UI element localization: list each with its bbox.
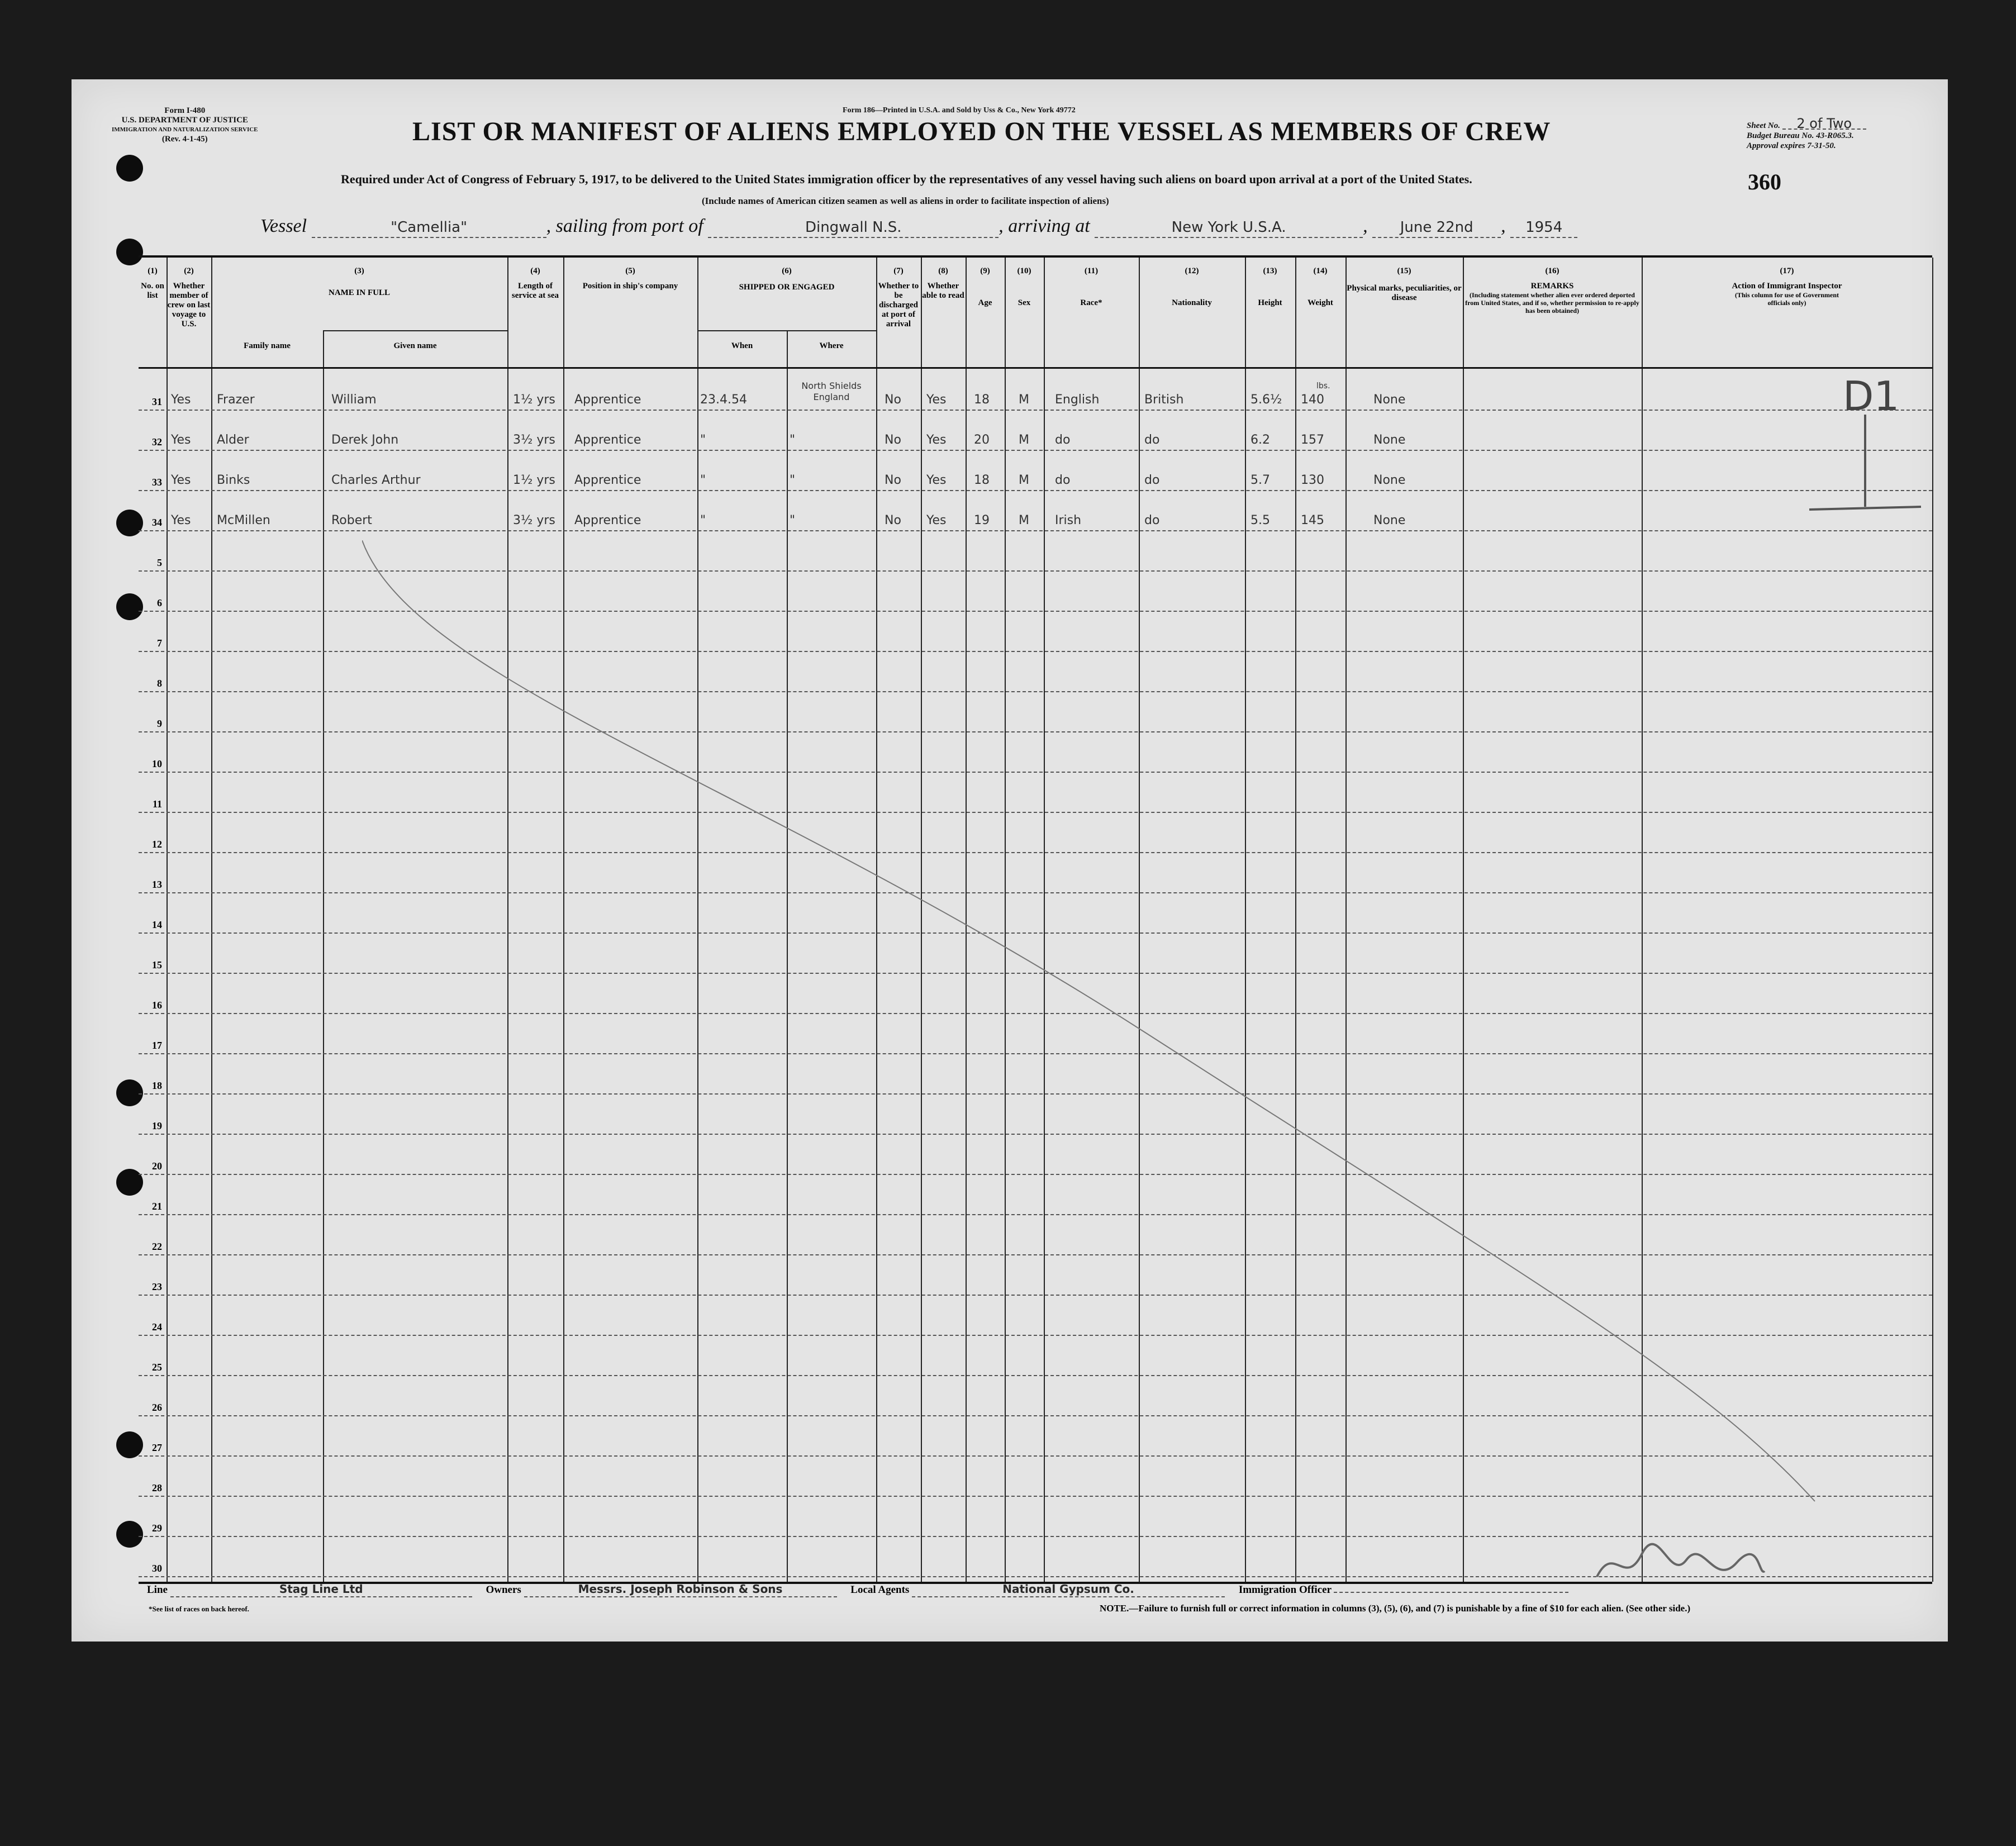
row-number: 32 (152, 436, 162, 448)
position-cell: Apprentice (574, 393, 641, 407)
prev-voyage-cell: Yes (171, 393, 191, 407)
race-cell: do (1055, 473, 1071, 487)
prev-voyage-cell: Yes (171, 473, 191, 487)
row-number: 15 (152, 959, 162, 970)
owners-value: Messrs. Joseph Robinson & Sons (578, 1582, 783, 1596)
given-name-cell: Charles Arthur (331, 473, 421, 487)
shipped-where-cell: " (790, 473, 796, 487)
punch-hole (116, 155, 143, 182)
row-line (139, 450, 1932, 451)
row-number: 31 (152, 396, 162, 407)
col-read-header: (8) Whether able to read (922, 267, 964, 300)
family-name-cell: McMillen (217, 513, 270, 527)
shipped-where-cell: North Shields England (801, 380, 862, 402)
shipped-where-cell: " (790, 513, 796, 527)
col-physical-marks-header: (15) Physical marks, peculiarities, or disease (1347, 267, 1462, 302)
page-title: LIST OR MANIFEST OF ALIENS EMPLOYED ON THE VESSEL AS MEMBERS OF CREW (412, 117, 1551, 146)
race-cell: English (1055, 393, 1100, 407)
col-remarks-header: (16) REMARKS (Including statement whether alien ever ordered deported from United States, and if so, whether permission to re-apply has been obtained) (1465, 267, 1639, 315)
row-number: 22 (152, 1241, 162, 1252)
voyage-line: Vessel "Camellia" , sailing from port of Dingwall N.S. , arriving at New York U.S.A. , June 22nd , 1954 (260, 216, 1577, 238)
sheet-label: Sheet No. (1747, 121, 1780, 130)
arrival-date: June 22nd (1400, 219, 1473, 236)
nationality-cell: British (1144, 393, 1184, 407)
sex-cell: M (1019, 393, 1029, 407)
row-number: 14 (152, 919, 162, 930)
discharged-cell: No (885, 513, 901, 527)
row-number: 30 (152, 1563, 162, 1574)
given-name-cell: Derek John (331, 433, 399, 447)
agents-label: Local Agents (850, 1584, 910, 1596)
stamp-number: 360 (1748, 169, 1781, 194)
shipped-where-cell: " (790, 433, 796, 447)
col-nationality-header: (12) Nationality (1172, 267, 1212, 307)
row-number: 13 (152, 879, 162, 890)
service-cell: 1½ yrs (513, 473, 555, 487)
col-discharged-header: (7) Whether to be discharged at port of arrival (878, 267, 919, 329)
col-weight-header: (14) Weight (1307, 267, 1333, 307)
row-number: 10 (152, 758, 162, 769)
weight-unit: lbs. (1316, 382, 1330, 391)
arriving-label: , arriving at (999, 216, 1090, 236)
physical-marks-cell: None (1373, 433, 1406, 447)
weight-cell: 130 (1301, 473, 1324, 487)
shipped-when-cell: " (700, 433, 706, 447)
row-number: 24 (152, 1321, 162, 1333)
row-number: 28 (152, 1482, 162, 1493)
service-name: IMMIGRATION AND NATURALIZATION SERVICE (112, 126, 258, 133)
physical-marks-cell: None (1373, 393, 1406, 407)
row-number: 12 (152, 839, 162, 850)
discharged-cell: No (885, 393, 901, 407)
discharged-cell: No (885, 473, 901, 487)
col-age-header: (9) Age (978, 267, 992, 307)
position-cell: Apprentice (574, 473, 641, 487)
col-where-header: Where (819, 341, 844, 350)
sailing-port: Dingwall N.S. (805, 219, 902, 236)
race-cell: Irish (1055, 513, 1082, 527)
service-cell: 3½ yrs (513, 433, 555, 447)
col-given-name-header: Given name (393, 341, 437, 350)
position-cell: Apprentice (574, 513, 641, 527)
row-number: 20 (152, 1160, 162, 1172)
arrival-port: New York U.S.A. (1171, 219, 1286, 236)
line-value: Stag Line Ltd (279, 1582, 363, 1596)
family-name-cell: Alder (217, 433, 249, 447)
row-number: 9 (157, 718, 162, 729)
col-family-name-header: Family name (244, 341, 291, 350)
row-number: 34 (152, 517, 162, 528)
inspector-bracket-icon (1804, 409, 1927, 521)
row-number: 18 (152, 1080, 162, 1091)
given-name-cell: William (331, 393, 377, 407)
row-number: 11 (152, 798, 162, 810)
can-read-cell: Yes (926, 473, 947, 487)
weight-cell: 157 (1301, 433, 1324, 447)
col-height-header: (13) Height (1258, 267, 1282, 307)
nationality-cell: do (1144, 433, 1160, 447)
row-number: 33 (152, 477, 162, 488)
height-cell: 5.6½ (1251, 393, 1282, 407)
line-label: Line (147, 1584, 168, 1596)
sex-cell: M (1019, 433, 1029, 447)
include-note: (Include names of American citizen seamen as well as aliens in order to facilitate inspection of aliens) (702, 196, 1109, 206)
col-sex-header: (10) Sex (1017, 267, 1031, 307)
officer-label: Immigration Officer (1238, 1584, 1332, 1596)
col-race-header: (11) Race* (1080, 267, 1102, 307)
sheet-value: 2 of Two (1782, 118, 1866, 130)
height-cell: 5.5 (1251, 513, 1270, 527)
physical-marks-cell: None (1373, 513, 1406, 527)
family-name-cell: Frazer (217, 393, 255, 407)
service-cell: 1½ yrs (513, 393, 555, 407)
form-number: Form I-480 (164, 106, 206, 115)
row-line (139, 490, 1932, 491)
diagonal-pencil-line (362, 540, 1927, 1591)
shipped-when-cell: " (700, 473, 706, 487)
col-inspector-header: (17) Action of Immigrant Inspector (This column for use of Government officials only) (1732, 267, 1842, 307)
age-cell: 20 (974, 433, 990, 447)
sex-cell: M (1019, 473, 1029, 487)
weight-cell: 145 (1301, 513, 1324, 527)
approval-expiry: Approval expires 7-31-50. (1747, 141, 1836, 150)
can-read-cell: Yes (926, 393, 947, 407)
col-name-header: (3) NAME IN FULL (328, 267, 390, 297)
col-prev-voyage-header: (2) Whether member of crew on last voyage to U.S. (167, 267, 211, 329)
manifest-sheet (72, 79, 1948, 1642)
inspector-mark: D1 (1843, 373, 1900, 420)
row-number: 16 (152, 1000, 162, 1011)
col-position-header: (5) Position in ship's company (582, 267, 678, 291)
row-number: 26 (152, 1402, 162, 1413)
row-number: 29 (152, 1523, 162, 1534)
position-cell: Apprentice (574, 433, 641, 447)
row-number: 7 (157, 637, 162, 649)
row-number: 8 (157, 678, 162, 689)
row-number: 27 (152, 1442, 162, 1453)
physical-marks-cell: None (1373, 473, 1406, 487)
sex-cell: M (1019, 513, 1029, 527)
age-cell: 18 (974, 473, 990, 487)
sailing-label: , sailing from port of (546, 216, 703, 236)
arrival-year: 1954 (1525, 219, 1563, 236)
budget-bureau: Budget Bureau No. 43-R065.3. (1747, 131, 1854, 140)
row-line (139, 410, 1932, 411)
agents-value: National Gypsum Co. (1002, 1582, 1134, 1596)
prev-voyage-cell: Yes (171, 513, 191, 527)
race-cell: do (1055, 433, 1071, 447)
weight-cell: 140 (1301, 393, 1324, 407)
sheet-info (1747, 118, 1866, 151)
vessel-name: "Camellia" (391, 219, 468, 236)
row-line (139, 530, 1932, 531)
height-cell: 5.7 (1251, 473, 1270, 487)
revision: (Rev. 4-1-45) (161, 135, 208, 144)
service-cell: 3½ yrs (513, 513, 555, 527)
family-name-cell: Binks (217, 473, 250, 487)
can-read-cell: Yes (926, 513, 947, 527)
nationality-cell: do (1144, 473, 1160, 487)
department-name: U.S. DEPARTMENT OF JUSTICE (121, 116, 248, 125)
shipped-when-cell: 23.4.54 (700, 393, 747, 407)
row-number: 17 (152, 1040, 162, 1051)
row-number: 6 (157, 597, 162, 608)
can-read-cell: Yes (926, 433, 947, 447)
row-number: 25 (152, 1362, 162, 1373)
requirement-text: Required under Act of Congress of February 5, 1917, to be delivered to the United States immigration officer by the representatives of any vessel having such aliens on board upon arrival at a port of the United States. (341, 172, 1472, 186)
footer (147, 1582, 1935, 1597)
col-when-header: When (731, 341, 753, 350)
race-note: *See list of races on back hereof. (149, 1605, 249, 1613)
prev-voyage-cell: Yes (171, 433, 191, 447)
form-identifier (112, 106, 258, 144)
given-name-cell: Robert (331, 513, 372, 527)
row-number: 5 (157, 557, 162, 568)
col-shipped-header: (6) SHIPPED OR ENGAGED (739, 267, 835, 292)
row-number: 21 (152, 1201, 162, 1212)
row-number: 19 (152, 1120, 162, 1131)
col-service-header: (4) Length of service at sea (511, 267, 559, 300)
vessel-label: Vessel (260, 216, 307, 236)
shipped-when-cell: " (700, 513, 706, 527)
age-cell: 19 (974, 513, 990, 527)
age-cell: 18 (974, 393, 990, 407)
nationality-cell: do (1144, 513, 1160, 527)
discharged-cell: No (885, 433, 901, 447)
height-cell: 6.2 (1251, 433, 1270, 447)
printer-note: Form 186—Printed in U.S.A. and Sold by Uss & Co., New York 49772 (843, 106, 1076, 115)
row-number: 23 (152, 1281, 162, 1292)
col-no-header: (1) No. on list (141, 267, 164, 300)
penalty-note: NOTE.—Failure to furnish full or correct information in columns (3), (5), (6), and (7) is punishable by a fine of $10 for each alien. (See other side.) (1100, 1603, 1691, 1614)
owners-label: Owners (486, 1584, 521, 1596)
